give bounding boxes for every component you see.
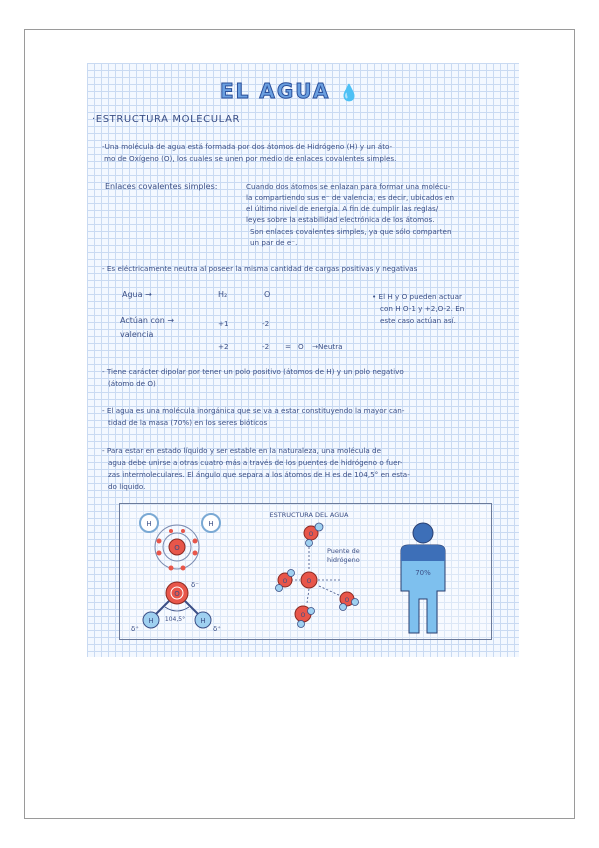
- dipolar-line2: (átomo de O): [108, 379, 156, 388]
- inorganica-line1: - El agua es una molécula inorgánica que se va a estar constituyendo la mayor can-: [102, 406, 405, 415]
- angle-label: 104,5°: [164, 616, 186, 623]
- dipolar-line1: - Tiene carácter dipolar por tener un polo positivo (átomos de H) y un polo negativo: [102, 367, 404, 376]
- h-label: H: [208, 520, 214, 528]
- human-figure: [401, 523, 445, 633]
- neutra-intro: - Es eléctricamente neutra al poseer la misma cantidad de cargas positivas y negativas: [102, 264, 418, 273]
- o-label: O: [344, 597, 350, 604]
- para1-line1: -Una molécula de agua está formada por dos átomos de Hidrógeno (H) y un áto-: [102, 142, 393, 151]
- para1-line2: mo de Oxígeno (O), los cuales se unen por medio de enlaces covalentes simples.: [104, 154, 397, 163]
- h-label: H: [146, 520, 152, 528]
- inorganica-line2: tidad de la masa (70%) en los seres bióticos: [108, 418, 268, 427]
- o-label: O: [308, 531, 314, 538]
- diagram-illustration: [119, 503, 492, 640]
- plus1-value: +1: [218, 319, 229, 328]
- section-heading: ·ESTRUCTURA MOLECULAR: [92, 114, 241, 125]
- minus2-value: -2: [262, 319, 270, 328]
- o-label: O: [174, 590, 180, 598]
- h-label: H: [148, 617, 154, 625]
- enlaces-line: Cuando dos átomos se enlazan para formar una molécu-: [246, 182, 451, 191]
- h-label: H: [200, 617, 206, 625]
- o-label: O: [300, 612, 306, 619]
- liquido-line: - Para estar en estado líquido y ser estable en la naturaleza, una molécula de: [102, 446, 382, 455]
- delta-minus-label: δ⁻: [191, 581, 199, 589]
- equals-sign: =: [285, 342, 292, 351]
- enlaces-line: el último nivel de energía. A fin de cumplir las reglas/: [246, 204, 439, 213]
- o-label: O: [264, 290, 271, 299]
- enlaces-label: Enlaces covalentes simples:: [105, 182, 218, 191]
- liquido-line: do líquido.: [108, 482, 146, 491]
- page-title: EL AGUA 💧: [220, 79, 362, 103]
- valencia-label: valencia: [120, 330, 154, 339]
- zero-value: O: [298, 342, 304, 351]
- plus2-value: +2: [218, 342, 229, 351]
- puente-label: Puente de: [327, 547, 360, 555]
- note-line: • El H y O pueden actuar: [372, 292, 462, 301]
- actuan-label: Actúan con →: [120, 316, 175, 325]
- o-label: O: [282, 578, 288, 585]
- delta-plus-label: δ⁺: [131, 625, 139, 633]
- h2-label: H₂: [218, 290, 228, 299]
- liquido-line: zas intermoleculares. El ángulo que separa a los átomos de H es de 104,5° en esta-: [108, 470, 410, 479]
- diagram-title: ESTRUCTURA DEL AGUA: [269, 511, 349, 519]
- puente-label: hidrógeno: [327, 556, 360, 564]
- water-drop-icon: 💧: [339, 83, 362, 102]
- hydrogen-bond-network: [276, 523, 359, 628]
- agua-label: Agua →: [122, 290, 152, 299]
- liquido-line: agua debe unirse a otras cuatro más a través de los puentes de hidrógeno o fuer-: [108, 458, 403, 467]
- neutra-result: →Neutra: [312, 342, 343, 351]
- o-label: O: [174, 544, 180, 552]
- o-label: O: [306, 578, 312, 585]
- minus2-sum-value: -2: [262, 342, 270, 351]
- enlaces-line: leyes sobre la estabilidad electrónica de los átomos.: [246, 215, 435, 224]
- note-line: con H O-1 y +2,O-2. En: [380, 304, 465, 313]
- percent-label: 70%: [415, 569, 431, 577]
- note-line: este caso actúan así.: [380, 316, 456, 325]
- enlaces-line: la compartiendo sus e⁻ de valencia, es decir, ubicados en: [246, 193, 454, 202]
- delta-plus-label: δ⁺: [213, 625, 221, 633]
- enlaces-line: Son enlaces covalentes simples, ya que sólo comparten: [250, 227, 452, 236]
- enlaces-line: un par de e⁻.: [250, 238, 298, 247]
